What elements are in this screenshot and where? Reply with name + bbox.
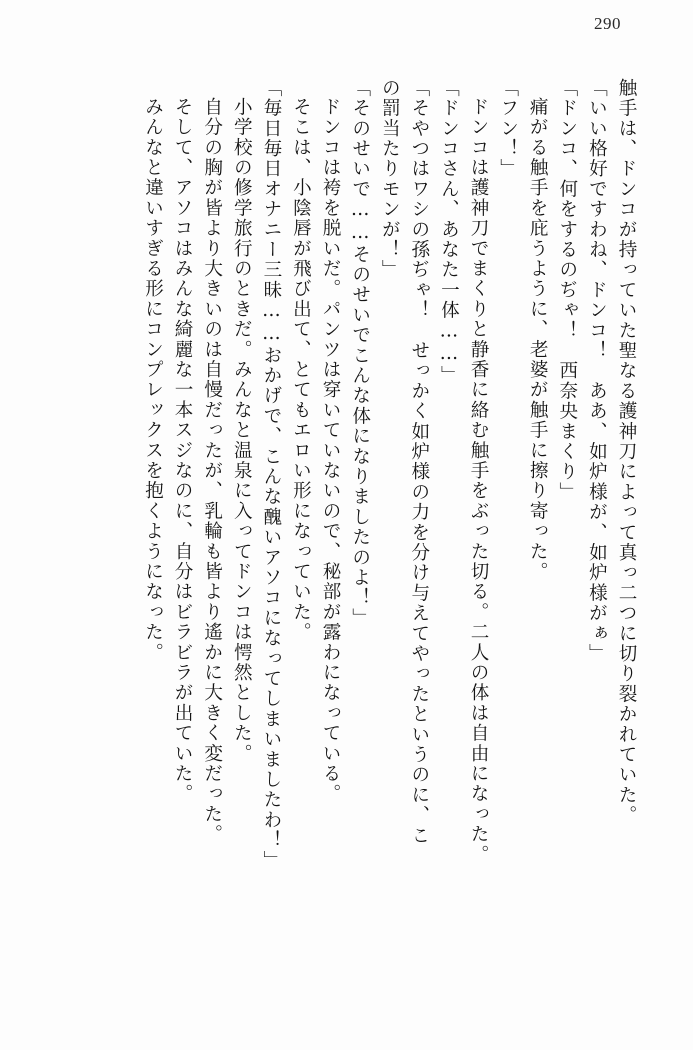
text-line: 「そのせいで……そのせいでこんな体になりましたのよ！」 [349,78,371,629]
text-line: そして、アソコはみんな綺麗な一本スジなのに、自分はビラビラが出ていた。 [172,97,194,804]
text-line: 触手は、ドンコが持っていた聖なる護神刀によって真っ二つに切り裂かれていた。 [616,78,637,826]
text-line: そこは、小陰唇が飛び出て、とてもエロい形になっていた。 [290,97,312,643]
text-line: 「いい格好ですわね、ドンコ！ ああ、如炉様が、如炉様がぁ」 [586,78,608,664]
page-number: 290 [594,14,621,33]
text-line: ドンコは袴を脱いだ。パンツは穿いていないので、秘部が露わになっている。 [320,97,342,804]
text-line: 「ドンコさん、あなた一体……」 [438,78,460,386]
text-line: 「ドンコ、何をするのぢゃ！ 西奈央まくり」 [556,78,578,503]
text-line: ドンコは護神刀でまくりと静香に絡む触手をぶった切る。二人の体は自由になった。 [468,97,490,865]
text-line: 痛がる触手を庇うように、老婆が触手に擦り寄った。 [527,97,549,582]
text-line: 「フン！」 [497,78,519,179]
text-line: の罰当たりモンが！」 [379,78,401,280]
text-line: 「毎日毎日オナニー三昧……おかげで、こんな醜いアソコになってしまいましたわ！」 [260,78,282,871]
text-line: 「そやつはワシの孫ぢゃ！ せっかく如炉様の力を分け与えてやったというのに、こ [408,78,430,846]
text-line: 自分の胸が皆より大きいのは自慢だったが、乳輪も皆より遙かに大きく変だった。 [201,97,223,845]
text-line: みんなと違いすぎる形にコンプレックスを抱くようになった。 [142,97,164,663]
vertical-text-body [34,78,635,1006]
text-line: 小学校の修学旅行のときだ。みんなと温泉に入ってドンコは愕然とした。 [231,97,253,764]
